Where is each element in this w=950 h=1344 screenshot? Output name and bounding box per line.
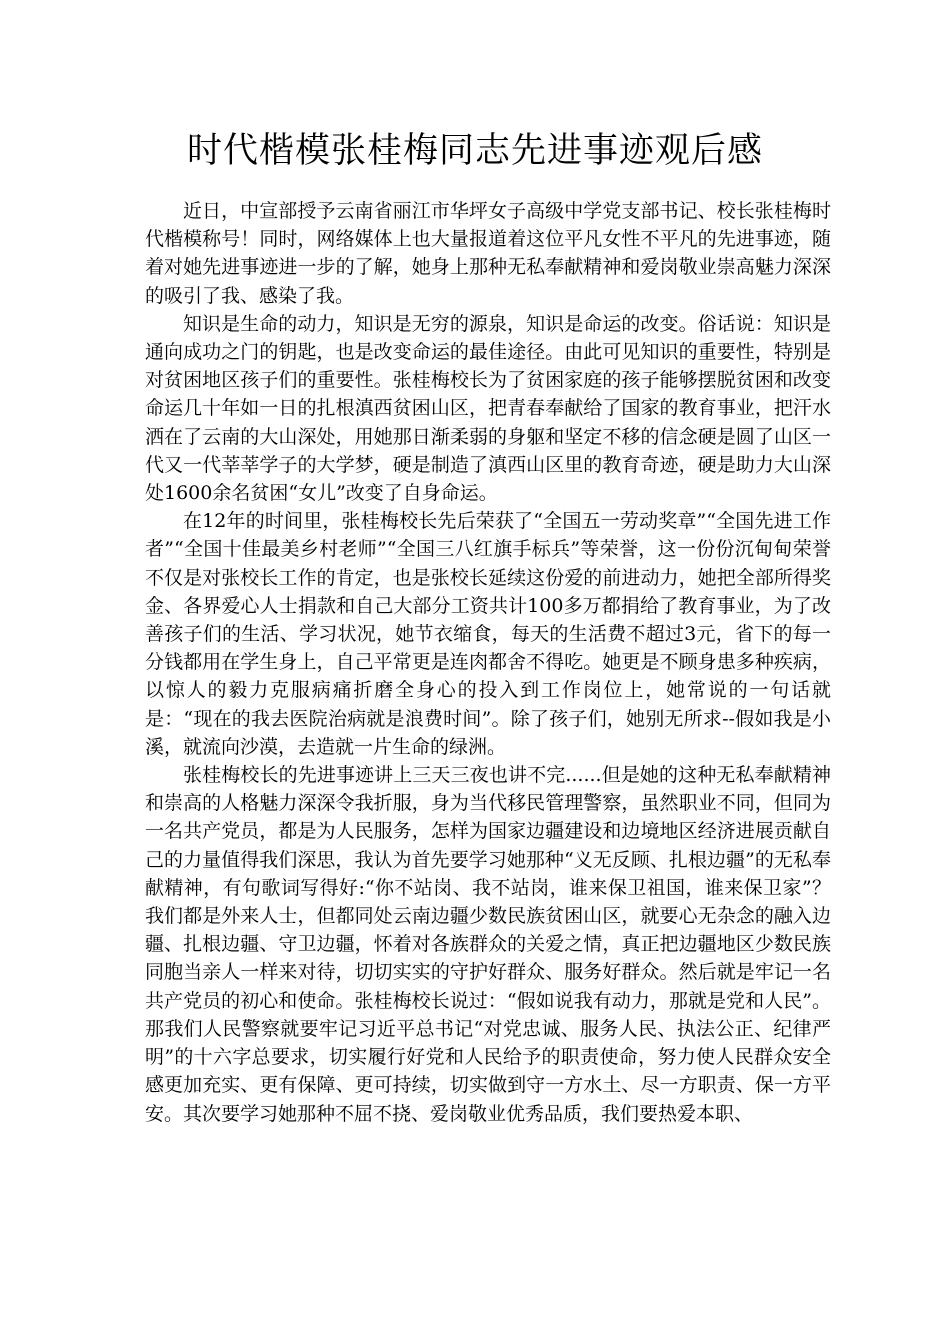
paragraph-1: 近日，中宣部授予云南省丽江市华坪女子高级中学党支部书记、校长张桂梅时代楷模称号！同时，网络媒体上也大量报道着这位平凡女性不平凡的先进事迹，随着对她先进事迹进一步的了解，她身上那种无私奉献精神和爱岗敬业崇高魅力深深的吸引了我、感染了我。	[145, 200, 831, 307]
paragraph-4: 张桂梅校长的先进事迹讲上三天三夜也讲不完......但是她的这种无私奉献精神和崇高的人格魅力深深令我折服，身为当代移民管理警察，虽然职业不同，但同为一名共产党员，都是为人民服务，怎样为国家边疆建设和边境地区经济进展贡献自己的力量值得我们深思，我认为首先要学习她那种“义无反顾、扎根边疆”的无私奉献精神，有句歌词写得好:“你不站岗、我不站岗，谁来保卫祖国，谁来保卫家”？我们都是外来人士，但都同处云南边疆少数民族贫困山区，就要心无杂念的融入边疆、扎根边疆、守卫边疆，怀着对各族群众的关爱之情，真正把边疆地区少数民族同胞当亲人一样来对待，切切实实的守护好群众、服务好群众。然后就是牢记一名共产党员的初心和使命。张桂梅校长说过：“假如说我有动力，那就是党和人民”。那我们人民警察就要牢记习近平总书记“对党忠诚、服务人民、执法公正、纪律严明”的十六字总要求，切实履行好党和人民给予的职责使命，努力使人民群众安全感更加充实、更有保障、更可持续，切实做到守一方水土、尽一方职责、保一方平安。其次要学习她那种不屈不挠、爱岗敬业优秀品质，我们要热爱本职、	[145, 764, 831, 1125]
document-body	[145, 197, 831, 1128]
paragraph-3: 在12年的时间里，张桂梅校长先后荣获了“全国五一劳动奖章”“全国先进工作者”“全国十佳最美乡村老师”“全国三八红旗手标兵”等荣誉，这一份份沉甸甸荣誉不仅是对张校长工作的肯定，也是张校长延续这份爱的前进动力，她把全部所得奖金、各界爱心人士捐款和自己大部分工资共计100多万都捐给了教育事业，为了改善孩子们的生活、学习状况，她节衣缩食，每天的生活费不超过3元，省下的每一分钱都用在学生身上，自己平常更是连肉都舍不得吃。她更是不顾身患多种疾病，以惊人的毅力克服病痛折磨全身心的投入到工作岗位上，她常说的一句话就是：“现在的我去医院治病就是浪费时间”。除了孩子们，她别无所求--假如我是小溪，就流向沙漠，去造就一片生命的绿洲。	[145, 510, 831, 758]
paragraph-2: 知识是生命的动力，知识是无穷的源泉，知识是命运的改变。俗话说：知识是通向成功之门的钥匙，也是改变命运的最佳途径。由此可见知识的重要性，特别是对贫困地区孩子们的重要性。张桂梅校长为了贫困家庭的孩子能够摆脱贫困和改变命运几十年如一日的扎根滇西贫困山区，把青春奉献给了国家的教育事业，把汗水洒在了云南的大山深处，用她那日渐柔弱的身躯和坚定不移的信念硬是圆了山区一代又一代莘莘学子的大学梦，硬是制造了滇西山区里的教育奇迹，硬是助力大山深处1600余名贫困“女儿”改变了自身命运。	[145, 312, 831, 505]
document-title: 时代楷模张桂梅同志先进事迹观后感	[186, 131, 763, 171]
